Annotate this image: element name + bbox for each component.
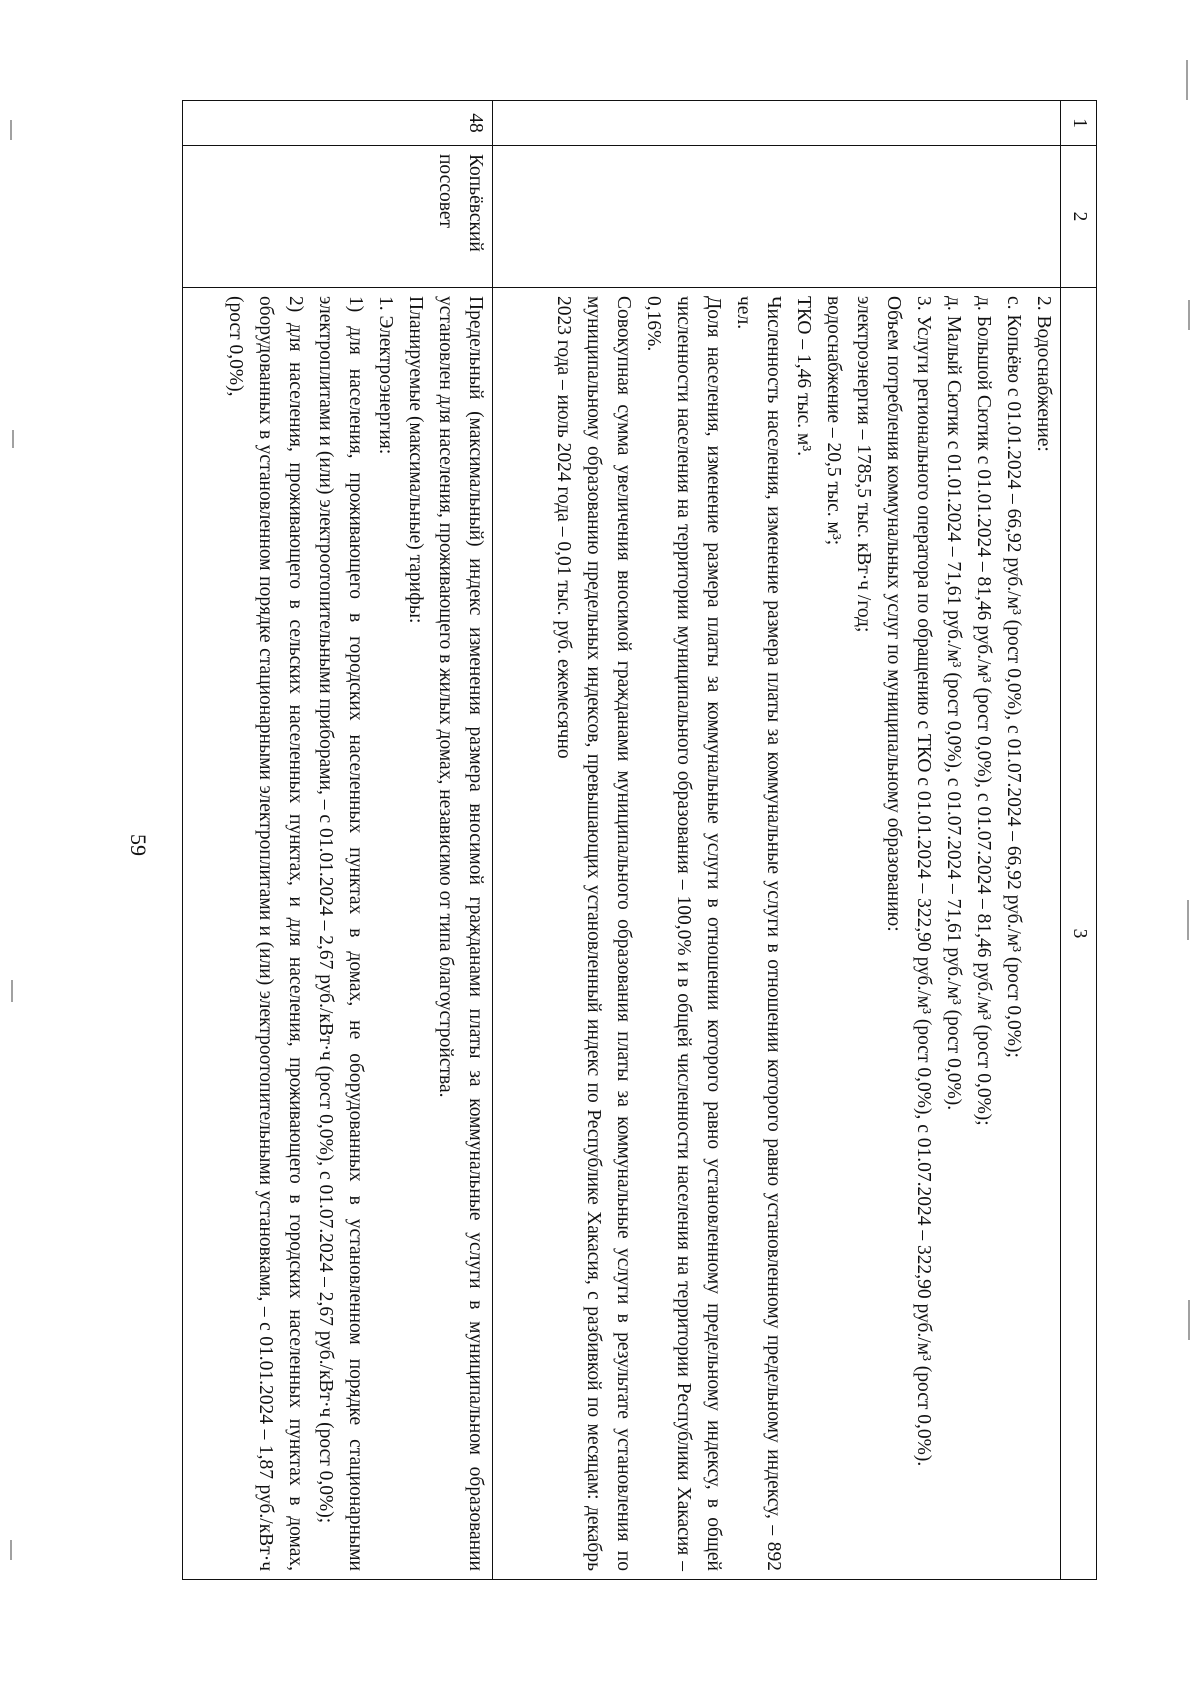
table-row xyxy=(183,101,493,1580)
municipality-name xyxy=(492,146,1061,288)
content-line: Доля населения, изменение размера платы за коммунальные услуги в отношении которого равно установленному предельному индексу, в общей численности населения на территории муниципального образования – 100,0% и в общей численности населения на территории Республики Хакасия – 0,16%. xyxy=(643,296,725,1571)
content-line: Объем потребления коммунальных услуг по муниципальному образованию: xyxy=(883,296,905,932)
scan-artifact xyxy=(1187,900,1189,940)
row-number xyxy=(492,101,1061,146)
scan-artifact xyxy=(11,980,13,1002)
content-line: Совокупная сумма увеличения вносимой гражданами муниципального образования платы за коммунальные услуги в результате установления по муниципальному образованию предельных индексов, превышающих установленный индекс по Республике Хакасия, с разбивкой по месяцам: декабрь 2023 года – июль 2024 года – 0,01 тыс. руб. ежемесячно xyxy=(553,296,635,1571)
row-number: 48 xyxy=(183,101,493,146)
rotated-table-sheet xyxy=(182,100,1097,1580)
content-line: д. Малый Сютик с 01.01.2024 – 71,61 руб./м³ (рост 0,0%), с 01.07.2024 – 71,61 руб./м³ (рост 0,0%). xyxy=(943,296,965,1111)
content-line: Численность населения, изменение размера платы за коммунальные услуги в отношении которого равно установленному предельному индексу, – 892 чел. xyxy=(733,296,785,1571)
content-line: водоснабжение – 20,5 тыс. м³; xyxy=(823,296,845,546)
content-line: 2) для населения, проживающего в сельских населенных пунктах, и для населения, проживающего в городских населенных пунктах в домах, оборудованных в установленном порядке стационарными электроплитами и (или) электроотопительными установками, – с 01.01.2024 – 1,87 руб./кВт·ч (рост 0,0%), xyxy=(224,296,306,1571)
content-line: Планируемые (максимальные) тарифы: xyxy=(404,296,426,624)
table-header-row xyxy=(1061,101,1097,1580)
scan-artifact xyxy=(12,430,14,448)
content-line: 1) для населения, проживающего в городских населенных пунктах в домах, не оборудованных в установленном порядке стационарными электроплитами и (или) электроотопительными приборами, – с 01.01.2024 – 2,67 руб./кВт·ч (рост 0,0%), с 01.07.2024 – 2,67 руб./кВт·ч (рост 0,0%); xyxy=(314,296,366,1571)
content-line: д. Большой Сютик с 01.01.2024 – 81,46 руб./м³ (рост 0,0%), с 01.07.2024 – 81,46 руб./м³ (рост 0,0%); xyxy=(973,296,995,1126)
content-line: 3. Услуги регионального оператора по обращению с ТКО с 01.01.2024 – 322,90 руб./м³ (рост 0,0%), с 01.07.2024 – 322,90 руб./м³ (рост 0,0%). xyxy=(913,296,935,1467)
content-line: электроэнергия – 1785,5 тыс. кВт·ч /год; xyxy=(853,296,875,633)
scan-artifact xyxy=(10,120,12,140)
municipality-name: Копьёвский поссовет xyxy=(183,146,493,288)
header-col-1: 1 xyxy=(1061,101,1097,146)
content-line: ТКО – 1,46 тыс. м³. xyxy=(793,296,815,457)
table-row xyxy=(492,101,1061,1580)
scan-artifact xyxy=(1186,60,1188,100)
row-content xyxy=(183,288,493,1580)
row-content xyxy=(492,288,1061,1580)
header-col-2: 2 xyxy=(1061,146,1097,288)
scan-artifact xyxy=(1188,300,1190,330)
content-line: 2. Водоснабжение: xyxy=(1033,296,1055,452)
tariff-table xyxy=(182,100,1097,1580)
page-number: 59 xyxy=(126,834,151,856)
content-line: с. Копьёво с 01.01.2024 – 66,92 руб./м³ (рост 0,0%), с 01.07.2024 – 66,92 руб./м³ (рост 0,0%); xyxy=(1003,296,1025,1058)
header-col-3: 3 xyxy=(1061,288,1097,1580)
content-line: 1. Электроэнергия: xyxy=(374,296,396,455)
content-line: Предельный (максимальный) индекс изменения размера вносимой гражданами платы за коммунальные услуги в муниципальном образовании установлен для населения, проживающего в жилых домах, независимо от типа благоустройства. xyxy=(434,296,486,1571)
scan-artifact xyxy=(10,1540,12,1560)
scan-artifact xyxy=(1188,1300,1190,1340)
